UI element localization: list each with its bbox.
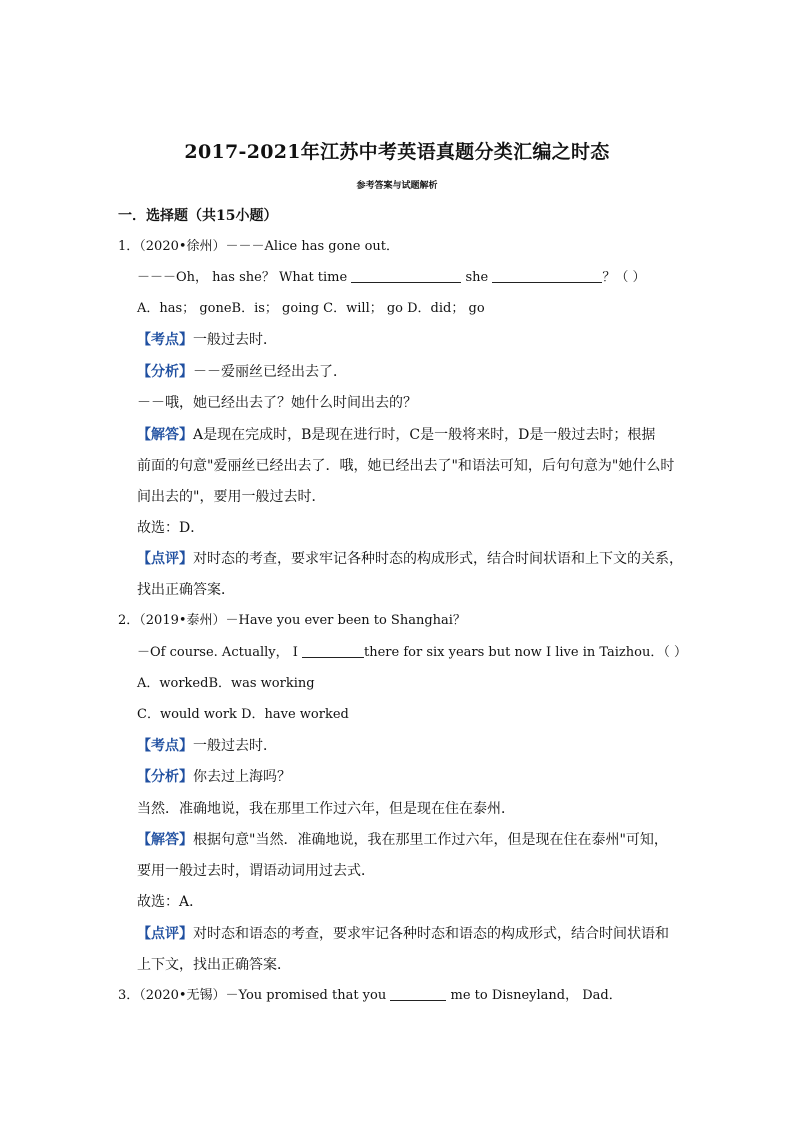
q1-prompt: 1．（2020•徐州）－－－Alice has gone out．	[118, 239, 400, 254]
q1-dianping-tag: 【点评】	[137, 551, 193, 567]
q1-fenxi-text-2: －－哦，她已经出去了？她什么时间出去的？	[137, 395, 417, 411]
q2-dianping-text-2: 上下文，找出正确答案．	[137, 957, 291, 973]
q2-options-1: A．workedB．was working	[137, 676, 315, 691]
q1-dialogue-part-c: ？（ ）	[602, 270, 646, 285]
q2-fenxi-text-1: 你去过上海吗？	[193, 769, 291, 785]
q1-jieda-tag: 【解答】	[137, 427, 193, 443]
q1-fenxi	[137, 362, 347, 382]
q2-fenxi-text-2: 当然．准确地说，我在那里工作过六年，但是现在住在泰州．	[137, 801, 515, 817]
section-heading: 一．选择题（共15小题）	[118, 208, 278, 224]
q2-fenxi-tag: 【分析】	[137, 769, 193, 785]
q2-answer: 故选：A．	[137, 894, 204, 910]
q1-fenxi-text-1: －－爱丽丝已经出去了．	[193, 364, 347, 380]
document-subtitle: 参考答案与试题解析	[356, 181, 438, 191]
q1-answer: 故选：D．	[137, 520, 205, 536]
q2-jieda	[137, 830, 668, 850]
q2-options-2: C．would work D．have worked	[137, 707, 349, 722]
q1-dialogue-part-b: she	[461, 270, 493, 285]
q1-kaodian-text: 一般过去时．	[193, 332, 277, 348]
q3-prompt-part-a: 3．（2020•无锡）－You promised that you	[118, 988, 391, 1003]
q2-prompt: 2．（2019•泰州）－Have you ever been to Shanghai？	[118, 613, 466, 628]
q2-jieda-tag: 【解答】	[137, 832, 193, 848]
q3-prompt	[118, 986, 622, 1006]
q2-dialogue-part-b: there for six years but now I live in Taizhou．（ ）	[364, 645, 687, 660]
q2-kaodian	[137, 736, 277, 756]
q1-kaodian-tag: 【考点】	[137, 332, 193, 348]
q2-fenxi	[137, 767, 291, 787]
q2-dianping	[137, 924, 669, 944]
q1-jieda	[137, 425, 655, 445]
q2-dialogue	[137, 643, 687, 663]
q1-jieda-text-2: 前面的句意"爱丽丝已经出去了．哦，她已经出去了"和语法可知，后句句意为"她什么时	[137, 458, 675, 474]
q2-blank	[302, 643, 364, 658]
q1-blank-2	[492, 268, 602, 283]
q1-dianping-text-1: 对时态的考查，要求牢记各种时态的构成形式，结合时间状语和上下文的关系，	[193, 551, 683, 567]
q1-jieda-text-3: 间出去的"，要用一般过去时．	[137, 489, 326, 505]
document-title: 2017-2021年江苏中考英语真题分类汇编之时态	[184, 141, 610, 163]
q3-blank	[390, 986, 446, 1001]
q3-prompt-part-b: me to Disneyland， Dad．	[446, 988, 622, 1003]
q1-options: A．has； goneB．is； going C．will； go D．did； go	[137, 301, 485, 316]
q2-dianping-text-1: 对时态和语态的考查，要求牢记各种时态和语态的构成形式，结合时间状语和	[193, 926, 669, 942]
q2-jieda-text-1: 根据句意"当然．准确地说，我在那里工作过六年，但是现在住在泰州"可知，	[193, 832, 668, 848]
q2-jieda-text-2: 要用一般过去时，谓语动词用过去式．	[137, 863, 375, 879]
q2-dialogue-part-a: －Of course. Actually， I	[137, 645, 303, 660]
q1-kaodian	[137, 330, 277, 350]
q1-jieda-text-1: A是现在完成时，B是现在进行时，C是一般将来时，D是一般过去时；根据	[193, 427, 656, 443]
q1-dialogue-part-a: －－－Oh， has she？ What time	[137, 270, 352, 285]
q2-kaodian-text: 一般过去时．	[193, 738, 277, 754]
q1-blank-1	[351, 268, 461, 283]
q1-dialogue	[137, 268, 646, 288]
q1-fenxi-tag: 【分析】	[137, 364, 193, 380]
q2-kaodian-tag: 【考点】	[137, 738, 193, 754]
q1-dianping-text-2: 找出正确答案．	[137, 582, 235, 598]
q2-dianping-tag: 【点评】	[137, 926, 193, 942]
q1-dianping	[137, 549, 683, 569]
